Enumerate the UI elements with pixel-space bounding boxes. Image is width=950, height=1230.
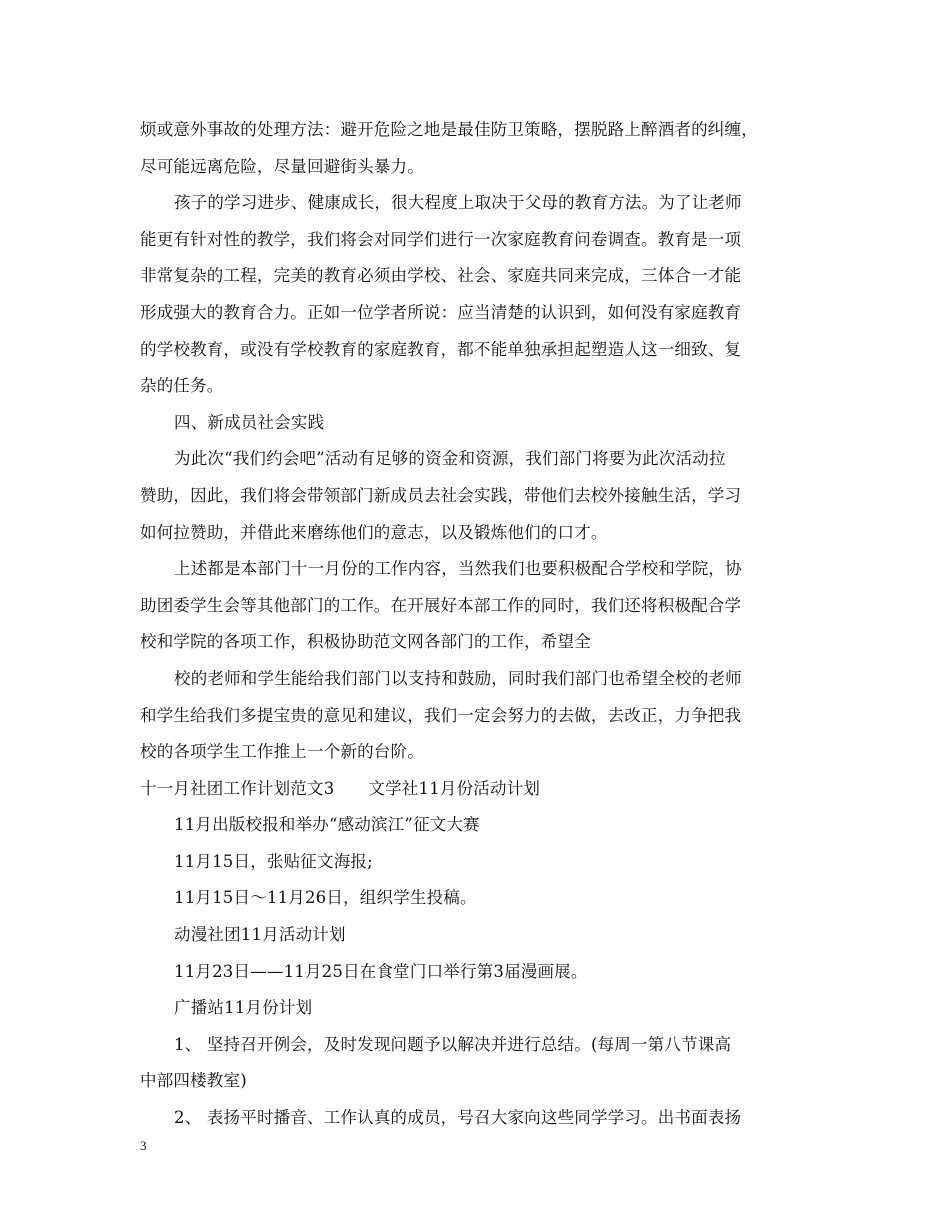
paragraphs-block: [140, 112, 812, 771]
text-line: 广播站11月份计划: [174, 998, 313, 1018]
text-line: 2、 表扬平时播音、工作认真的成员，号召大家向这些同学学习。出书面表扬: [174, 1108, 742, 1128]
text-line: 尽可能远离危险，尽量回避街头暴力。: [140, 156, 424, 176]
text-line: 中部四楼教室): [140, 1071, 247, 1091]
text-line: 11月23日——11月25日在食堂门口举行第3届漫画展。: [174, 961, 588, 981]
section-heading-right: 文学社11月份活动计划: [368, 778, 541, 798]
text-line: 形成强大的教育合力。正如一位学者所说：应当清楚的认识到，如何没有家庭教育: [140, 302, 742, 322]
text-line: 赞助，因此，我们将会带领部门新成员去社会实践，带他们去校外接触生活，学习: [140, 485, 742, 505]
text-line: 杂的任务。: [140, 376, 224, 396]
text-line: 孩子的学习进步、健康成长，很大程度上取决于父母的教育方法。为了让老师: [174, 193, 742, 213]
section-heading-line: [140, 771, 812, 808]
text-line: 校的老师和学生能给我们部门以支持和鼓励，同时我们部门也希望全校的老师: [174, 668, 742, 688]
plan-items-block: [140, 807, 812, 1136]
text-line: 能更有针对性的教学，我们将会对同学们进行一次家庭教育问卷调查。教育是一项: [140, 229, 742, 249]
text-line: 助团委学生会等其他部门的工作。在开展好本部工作的同时，我们还将积极配合学: [140, 595, 742, 615]
text-line: 校的各项学生工作推上一个新的台阶。: [140, 742, 424, 762]
text-line: 的学校教育，或没有学校教育的家庭教育，都不能单独承担起塑造人这一细致、复: [140, 339, 742, 359]
text-line: 1、 坚持召开例会，及时发现问题予以解决并进行总结。(每周一第八节课高: [174, 1034, 732, 1054]
text-line: 11月出版校报和举办“感动滨江”征文大赛: [174, 815, 480, 835]
text-line: 11月15日～11月26日，组织学生投稿。: [174, 888, 477, 908]
text-line: 四、新成员社会实践: [174, 412, 325, 432]
text-line: 如何拉赞助，并借此来磨练他们的意志，以及锻炼他们的口才。: [140, 522, 608, 542]
text-line: 为此次“我们约会吧”活动有足够的资金和资源，我们部门将要为此次活动拉: [174, 449, 726, 469]
page-number: 3: [140, 1138, 147, 1153]
text-line: 校和学院的各项工作，积极协助范文网各部门的工作，希望全: [140, 632, 591, 652]
text-line: 动漫社团11月活动计划: [174, 925, 346, 945]
section-heading-left: 十一月社团工作计划范文3: [140, 778, 335, 798]
text-line: 非常复杂的工程，完美的教育必须由学校、社会、家庭共同来完成，三体合一才能: [140, 266, 742, 286]
document-body: [140, 112, 812, 1137]
text-line: 烦或意外事故的处理方法：避开危险之地是最佳防卫策略，摆脱路上醉酒者的纠缠，: [140, 120, 758, 139]
text-line: 11月15日，张贴征文海报;: [174, 851, 373, 871]
text-line: 和学生给我们多提宝贵的意见和建议，我们一定会努力的去做，去改正，力争把我: [140, 705, 742, 725]
text-line: 上述都是本部门十一月份的工作内容，当然我们也要积极配合学校和学院，协: [174, 559, 742, 579]
